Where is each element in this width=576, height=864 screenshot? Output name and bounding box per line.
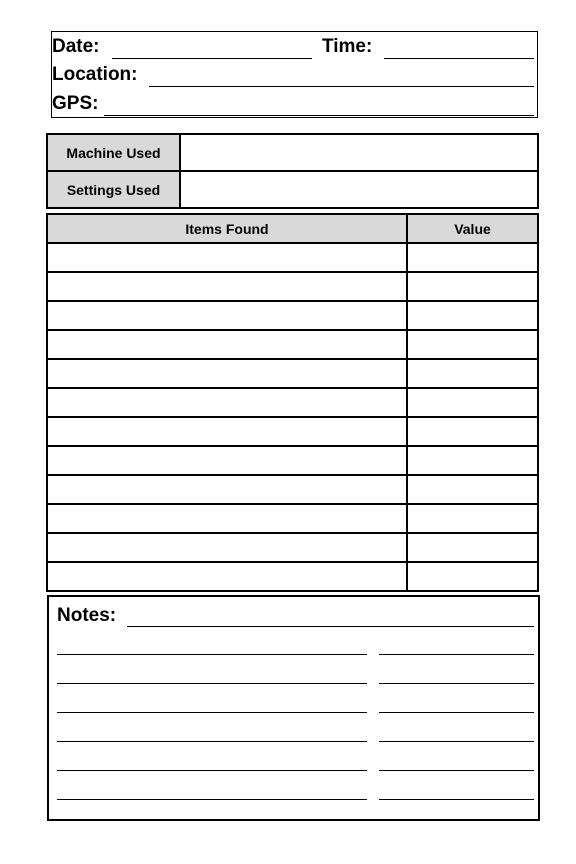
notes-label: Notes: xyxy=(57,605,117,626)
item-cell[interactable] xyxy=(47,301,407,330)
value-cell[interactable] xyxy=(407,272,538,301)
notes-line[interactable] xyxy=(57,712,367,713)
notes-line[interactable] xyxy=(127,626,534,627)
table-row xyxy=(47,475,538,504)
item-cell[interactable] xyxy=(47,562,407,591)
items-found-table xyxy=(46,213,539,592)
settings-used-field[interactable] xyxy=(180,171,538,208)
item-cell[interactable] xyxy=(47,475,407,504)
value-header: Value xyxy=(407,214,538,243)
location-row xyxy=(52,62,537,90)
table-row xyxy=(47,388,538,417)
notes-line[interactable] xyxy=(57,799,367,800)
value-cell[interactable] xyxy=(407,243,538,272)
machine-settings-table xyxy=(46,133,539,209)
table-row xyxy=(47,301,538,330)
notes-line[interactable] xyxy=(379,654,534,655)
gps-row xyxy=(52,91,537,119)
notes-line[interactable] xyxy=(379,712,534,713)
table-row xyxy=(47,330,538,359)
table-row xyxy=(47,533,538,562)
table-row xyxy=(47,504,538,533)
items-header-row xyxy=(47,214,538,243)
items-body xyxy=(47,243,538,591)
machine-used-field[interactable] xyxy=(180,134,538,171)
notes-line[interactable] xyxy=(57,770,367,771)
table-row xyxy=(47,446,538,475)
notes-line[interactable] xyxy=(57,683,367,684)
value-cell[interactable] xyxy=(407,446,538,475)
gps-label: GPS: xyxy=(52,93,99,114)
settings-row xyxy=(47,171,538,208)
value-cell[interactable] xyxy=(407,388,538,417)
date-label: Date: xyxy=(52,36,100,57)
machine-row xyxy=(47,134,538,171)
items-found-header: Items Found xyxy=(47,214,407,243)
value-cell[interactable] xyxy=(407,330,538,359)
item-cell[interactable] xyxy=(47,243,407,272)
item-cell[interactable] xyxy=(47,504,407,533)
machine-used-label: Machine Used xyxy=(47,134,180,171)
time-label: Time: xyxy=(322,36,373,57)
notes-line[interactable] xyxy=(57,741,367,742)
value-cell[interactable] xyxy=(407,359,538,388)
table-row xyxy=(47,243,538,272)
settings-used-label: Settings Used xyxy=(47,171,180,208)
table-row xyxy=(47,272,538,301)
notes-line[interactable] xyxy=(379,683,534,684)
location-label: Location: xyxy=(52,64,138,85)
value-cell[interactable] xyxy=(407,562,538,591)
value-cell[interactable] xyxy=(407,475,538,504)
gps-field[interactable] xyxy=(104,115,534,116)
date-time-row xyxy=(52,34,537,62)
date-field[interactable] xyxy=(112,58,312,59)
notes-line[interactable] xyxy=(379,770,534,771)
value-cell[interactable] xyxy=(407,301,538,330)
time-field[interactable] xyxy=(384,58,534,59)
location-field[interactable] xyxy=(149,86,534,87)
table-row xyxy=(47,417,538,446)
item-cell[interactable] xyxy=(47,533,407,562)
notes-line[interactable] xyxy=(379,741,534,742)
item-cell[interactable] xyxy=(47,417,407,446)
item-cell[interactable] xyxy=(47,272,407,301)
table-row xyxy=(47,562,538,591)
item-cell[interactable] xyxy=(47,388,407,417)
item-cell[interactable] xyxy=(47,446,407,475)
value-cell[interactable] xyxy=(407,533,538,562)
table-row xyxy=(47,359,538,388)
notes-line[interactable] xyxy=(379,799,534,800)
item-cell[interactable] xyxy=(47,359,407,388)
value-cell[interactable] xyxy=(407,504,538,533)
value-cell[interactable] xyxy=(407,417,538,446)
header-box xyxy=(51,31,538,118)
notes-line[interactable] xyxy=(57,654,367,655)
notes-box xyxy=(47,595,540,821)
item-cell[interactable] xyxy=(47,330,407,359)
